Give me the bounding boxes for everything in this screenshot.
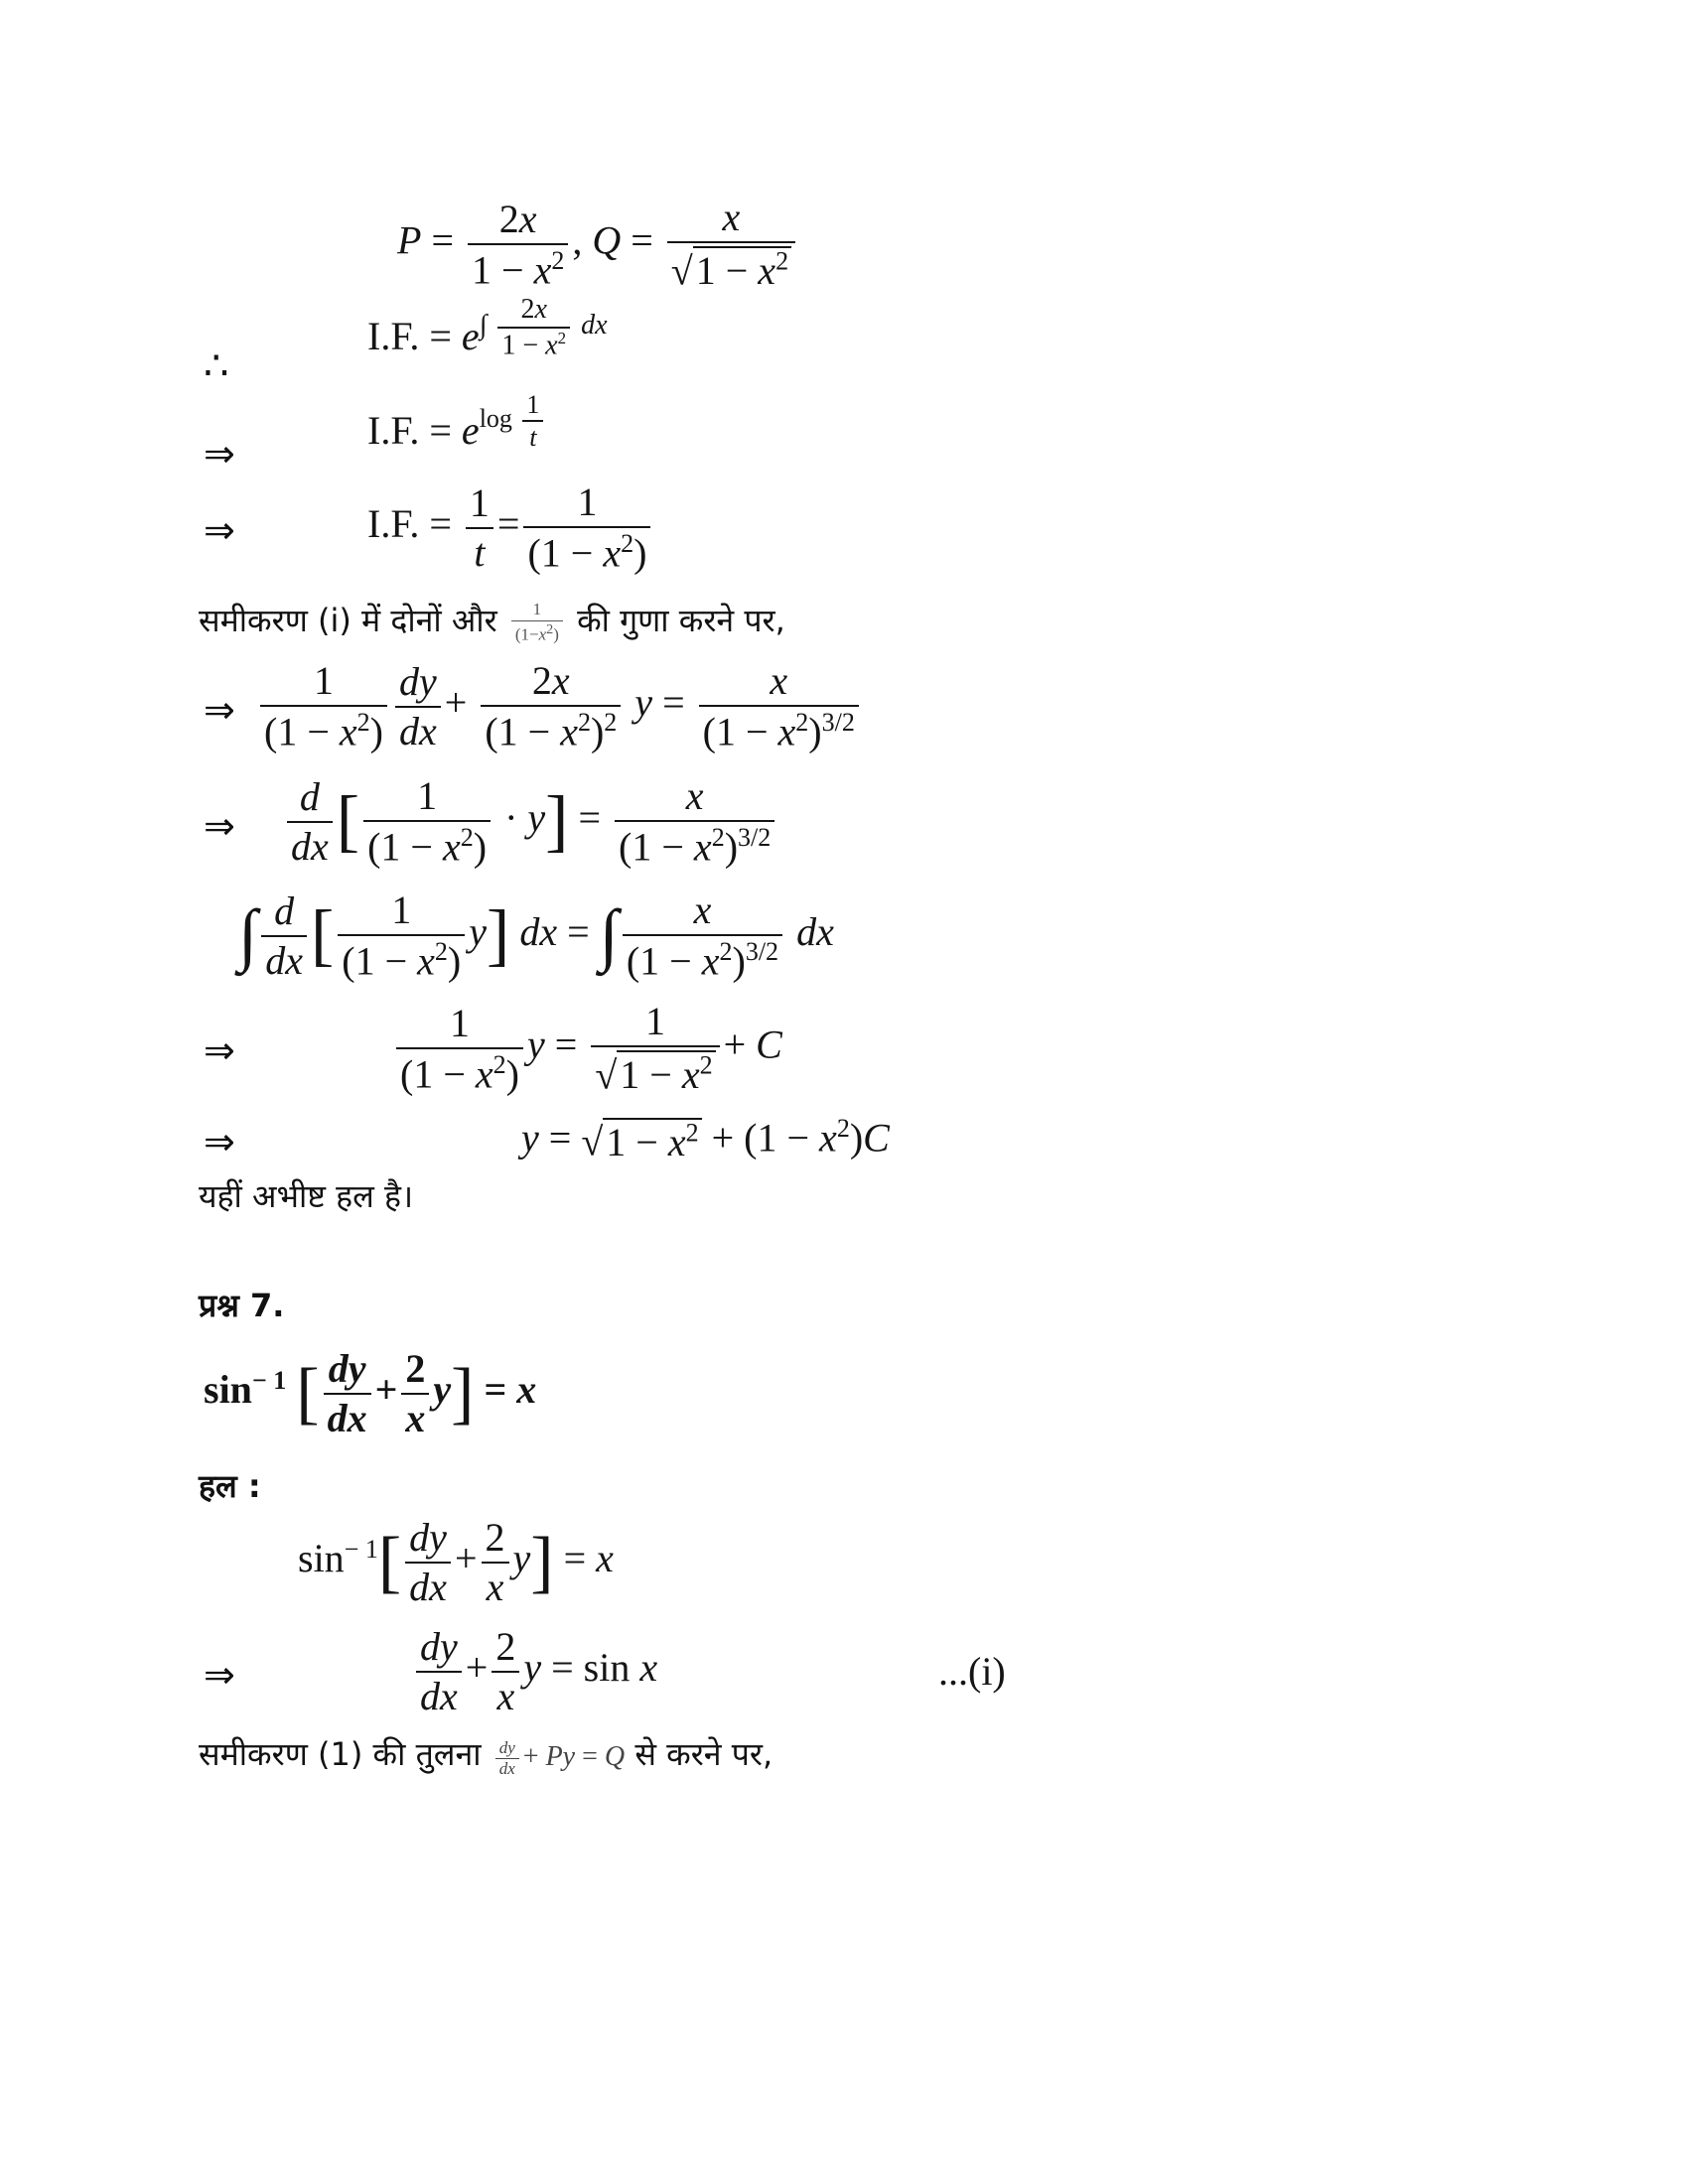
implies-arrow: ⇒ xyxy=(204,688,235,732)
compare-text-a: समीकरण (1) की तुलना xyxy=(199,1735,482,1773)
solution-step-2: $\frac{dy}{dx}$ + $\frac{2}{x}$ y = sin x xyxy=(412,1623,657,1720)
equation-reference: ...(i) xyxy=(938,1649,1006,1694)
conclusion-text: यहीं अभीष्ट हल है। xyxy=(199,1177,414,1215)
if-log: I.F. = elog $\frac{1}{t}$ xyxy=(367,407,547,471)
if-integral: I.F. = e∫ $\frac{2x}{1 - x^2}$ dx xyxy=(367,294,608,360)
pq-definitions: P = $\frac{2x}{1 - x^2}$ , Q = $\frac{x}{√1 - x^2}$ xyxy=(397,194,799,295)
final-solution: $y = √1 - x^2 + (1 - x^2)C$ xyxy=(521,1114,890,1164)
implies-arrow: ⇒ xyxy=(204,1028,235,1072)
therefore-symbol: ∴ xyxy=(204,343,229,388)
multiply-text-a: समीकरण (i) में दोनों और xyxy=(199,602,497,639)
compare-instruction: समीकरण (1) की तुलना $\frac{dy}{dx}$ + Py = Q से करने पर, xyxy=(199,1735,774,1779)
implies-arrow: ⇒ xyxy=(204,1653,235,1697)
implies-arrow: ⇒ xyxy=(204,508,235,552)
solution-label: हल : xyxy=(199,1467,261,1505)
compare-text-b: से करने पर, xyxy=(634,1735,774,1773)
solution-step-1: $\sin^{- 1}$[ $\frac{dy}{dx}$ + $\frac{2}{x}$ y] = x xyxy=(298,1515,614,1609)
question-equation: $\sin^{- 1}$ [ $\frac{dy}{dx}$ + $\frac{2}{x}$ y] = x xyxy=(204,1346,537,1440)
question-title: प्रश्न 7. xyxy=(199,1287,285,1324)
implies-arrow: ⇒ xyxy=(204,1120,235,1163)
equation-multiplied: $\frac{1}{(1 - x^2)}$ $\frac{dy}{dx}$ + $\frac{2x}{(1 - x^2)^2}$ y = $\frac{x}{(1 - x^2)^{3/2}}$ xyxy=(256,657,863,755)
multiply-instruction: समीकरण (i) में दोनों और $\frac{1}{(1-x^2)}$ की गुणा करने पर, xyxy=(199,600,785,644)
equation-solved: $\frac{1}{(1 - x^2)}$ y = $\frac{1}{√1 - x^2}$ + C xyxy=(392,998,782,1099)
equation-integrated: ∫ $\frac{d}{dx}$ [ $\frac{1}{(1 - x^2)}$ y] dx = ∫ $\frac{x}{(1 - x^2)^{3/2}}$ dx xyxy=(238,887,834,984)
implies-arrow: ⇒ xyxy=(204,432,235,476)
implies-arrow: ⇒ xyxy=(204,804,235,848)
if-result: I.F. = $\frac{1}{t}$ = $\frac{1}{(1 - x^2)}$ xyxy=(367,478,654,577)
equation-derivative-form: $\frac{d}{dx}$ [ $\frac{1}{(1 - x^2)}$ · y] = $\frac{x}{(1 - x^2)^{3/2}}$ xyxy=(283,772,778,871)
multiply-text-b: की गुणा करने पर, xyxy=(577,602,785,639)
